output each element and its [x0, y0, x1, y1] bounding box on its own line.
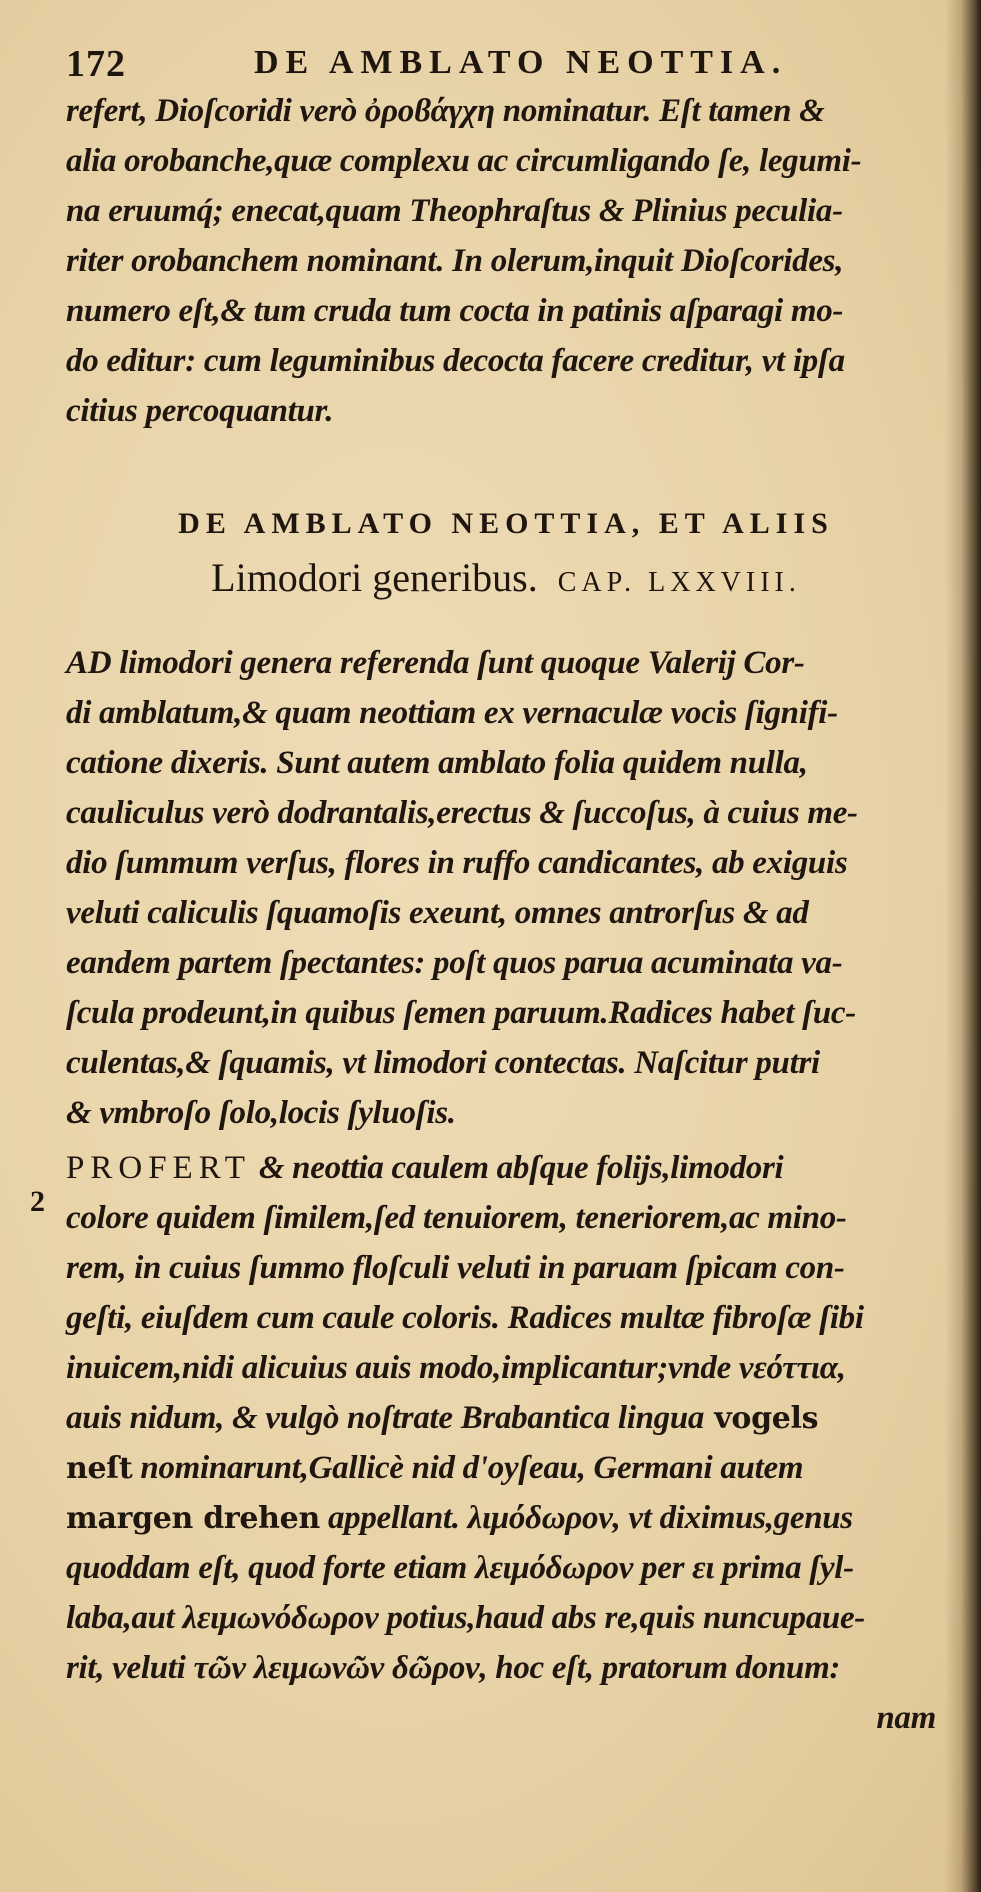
text-line — [66, 1143, 946, 1193]
text-line: catione dixeris. Sunt autem amblato folia quidem nulla, — [66, 745, 808, 781]
text-line: numero eſt,& tum cruda tum cocta in patinis aſparagi mo- — [66, 293, 844, 329]
text-line: na eruumq́; enecat,quam Theophraſtus & Plinius peculia- — [66, 193, 843, 229]
text-line: rit, veluti τῶν λειμωνῶν δῶρον, hoc eſt, pratorum donum: — [66, 1650, 841, 1686]
text-line: laba,aut λειμωνόδωρον potius,haud abs re,quis nuncupaue- — [66, 1600, 865, 1636]
chapter-title-text: Limodori generibus. — [211, 555, 538, 600]
chapter-heading — [66, 497, 946, 605]
text-line: refert, Dioſcoridi verò ὀροϐάγχη nominatur. Eſt tamen & — [66, 93, 825, 129]
page-gutter-shadow — [945, 0, 981, 1892]
text-line: & vmbroſo ſolo,locis ſyluoſis. — [66, 1095, 456, 1131]
margin-note: 2 — [30, 1185, 45, 1218]
paragraph-initial-word: PROFERT — [66, 1150, 251, 1186]
text-line: geſti, eiuſdem cum caule coloris. Radices multæ fibroſæ ſibi — [66, 1300, 864, 1336]
chapter-title-line-1: DE AMBLATO NEOTTIA, ET ALIIS — [178, 507, 834, 540]
text-line — [66, 1443, 946, 1493]
paragraph-2 — [66, 1143, 946, 1743]
text-line: do editur: cum leguminibus decocta facere creditur, vt ipſa — [66, 343, 845, 379]
text-line: alia orobanche,quæ complexu ac circumligando ſe, legumi- — [66, 143, 862, 179]
text-line: dio ſummum verſus, flores in ruffo candicantes, ab exiguis — [66, 845, 848, 881]
chapter-number: CAP. LXXVIII. — [557, 567, 801, 598]
paragraph-1 — [66, 638, 946, 1138]
text-run: nominarunt,Gallicè nid d'oyſeau, Germani autem — [132, 1450, 804, 1486]
text-line: colore quidem ſimilem,ſed tenuiorem, teneriorem,ac mino- — [66, 1200, 847, 1236]
text-run: & neottia caulem abſque folijs,limodori — [250, 1150, 784, 1186]
text-line — [66, 1493, 946, 1543]
text-line: quoddam eſt, quod forte etiam λειμόδωρον per ει prima ſyl- — [66, 1550, 854, 1586]
blackletter-word: neſt — [66, 1451, 133, 1486]
page-number: 172 — [66, 43, 126, 85]
text-line: inuicem,nidi alicuius auis modo,implicantur;vnde νεόττια, — [66, 1350, 846, 1386]
page-header — [66, 42, 926, 88]
text-line: ſcula prodeunt,in quibus ſemen paruum.Radices habet ſuc- — [66, 995, 856, 1031]
text-run: appellant. λιμόδωρον, vt diximus,genus — [320, 1500, 853, 1536]
text-line: rem, in cuius ſummo floſculi veluti in paruam ſpicam con- — [66, 1250, 845, 1286]
text-run: auis nidum, & vulgò noſtrate Brabantica lingua — [66, 1400, 705, 1436]
text-line: AD limodori genera referenda ſunt quoque Valerij Cor- — [66, 645, 805, 681]
text-line: eandem partem ſpectantes: poſt quos parua acuminata va- — [66, 945, 843, 981]
catchword: nam — [876, 1700, 936, 1736]
running-head: DE AMBLATO NEOTTIA. — [254, 44, 788, 81]
text-line: veluti caliculis ſquamoſis exeunt, omnes antrorſus & ad — [66, 895, 809, 931]
text-line: di amblatum,& quam neottiam ex vernaculæ vocis ſignifi- — [66, 695, 838, 731]
chapter-title-line-2 — [66, 551, 946, 605]
text-line: riter orobanchem nominant. In olerum,inquit Dioſcorides, — [66, 243, 844, 279]
blackletter-word: vogels — [704, 1401, 819, 1436]
text-line: cauliculus verò dodrantalis,erectus & ſuccoſus, à cuius me- — [66, 795, 858, 831]
text-line: citius percoquantur. — [66, 393, 334, 429]
text-line: culentas,& ſquamis, vt limodori contectas. Naſcitur putri — [66, 1045, 820, 1081]
blackletter-word: margen drehen — [66, 1501, 320, 1536]
top-paragraph — [66, 86, 946, 436]
text-line — [66, 1393, 946, 1443]
